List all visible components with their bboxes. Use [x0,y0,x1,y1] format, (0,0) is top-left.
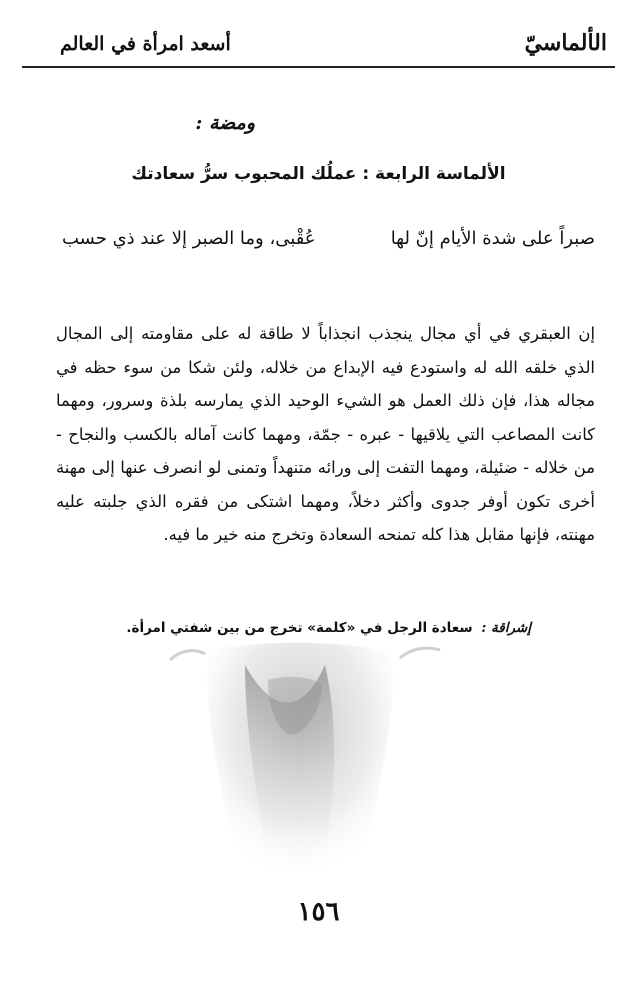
section-label: ومضة : [195,112,255,134]
chapter-title: الألماسة الرابعة : عملُك المحبوب سرُّ سعادتك [131,164,506,184]
caption-label: إشراقة : [481,620,531,636]
page-number: ١٥٦ [297,897,340,927]
veiled-woman-illustration [150,640,450,890]
caption-text: سعادة الرجل في «كلمة» تخرج من بين شفتي امرأة. [126,620,473,636]
header-divider [22,66,615,68]
verse-first-hemistich: صبراً على شدة الأيام إنّ لها [390,228,595,249]
body-paragraph: إن العبقري في أي مجال ينجذب انجذاباً لا طاقة له على مقاومته إلى المجال الذي خلقه الله له واستودع فيه الإبداع من خلاله، ولئن شكا من سوء حظه في مجاله هذا، فإن ذلك العمل هو الشيء الوحيد الذي يمارسه بلذة وسرور، ومهما كانت المصاعب التي يلاقيها - عبره - جمّة، ومهما كانت آماله بالكسب والنجاح - من خلاله - ضئيلة، ومهما التفت إلى ورائه متنهداً وتمنى لو انصرف عنها إلى مهنة أخرى تكون أوفر جدوى وأكثر دخلاً، ومهما اشتكى من فقره الذي جلبته عليه مهنته، فإنها مقابل هذا كله تمنحه السعادة وتخرج منه خير ما فيه. [56,324,595,544]
book-title: أسعد امرأة في العالم [60,33,231,55]
highlight-caption [126,620,531,636]
verse-second-hemistich: عُقْبى، وما الصبر إلا عند ذي حسب [62,228,316,249]
book-series-title: الألماسيّ [524,30,607,56]
